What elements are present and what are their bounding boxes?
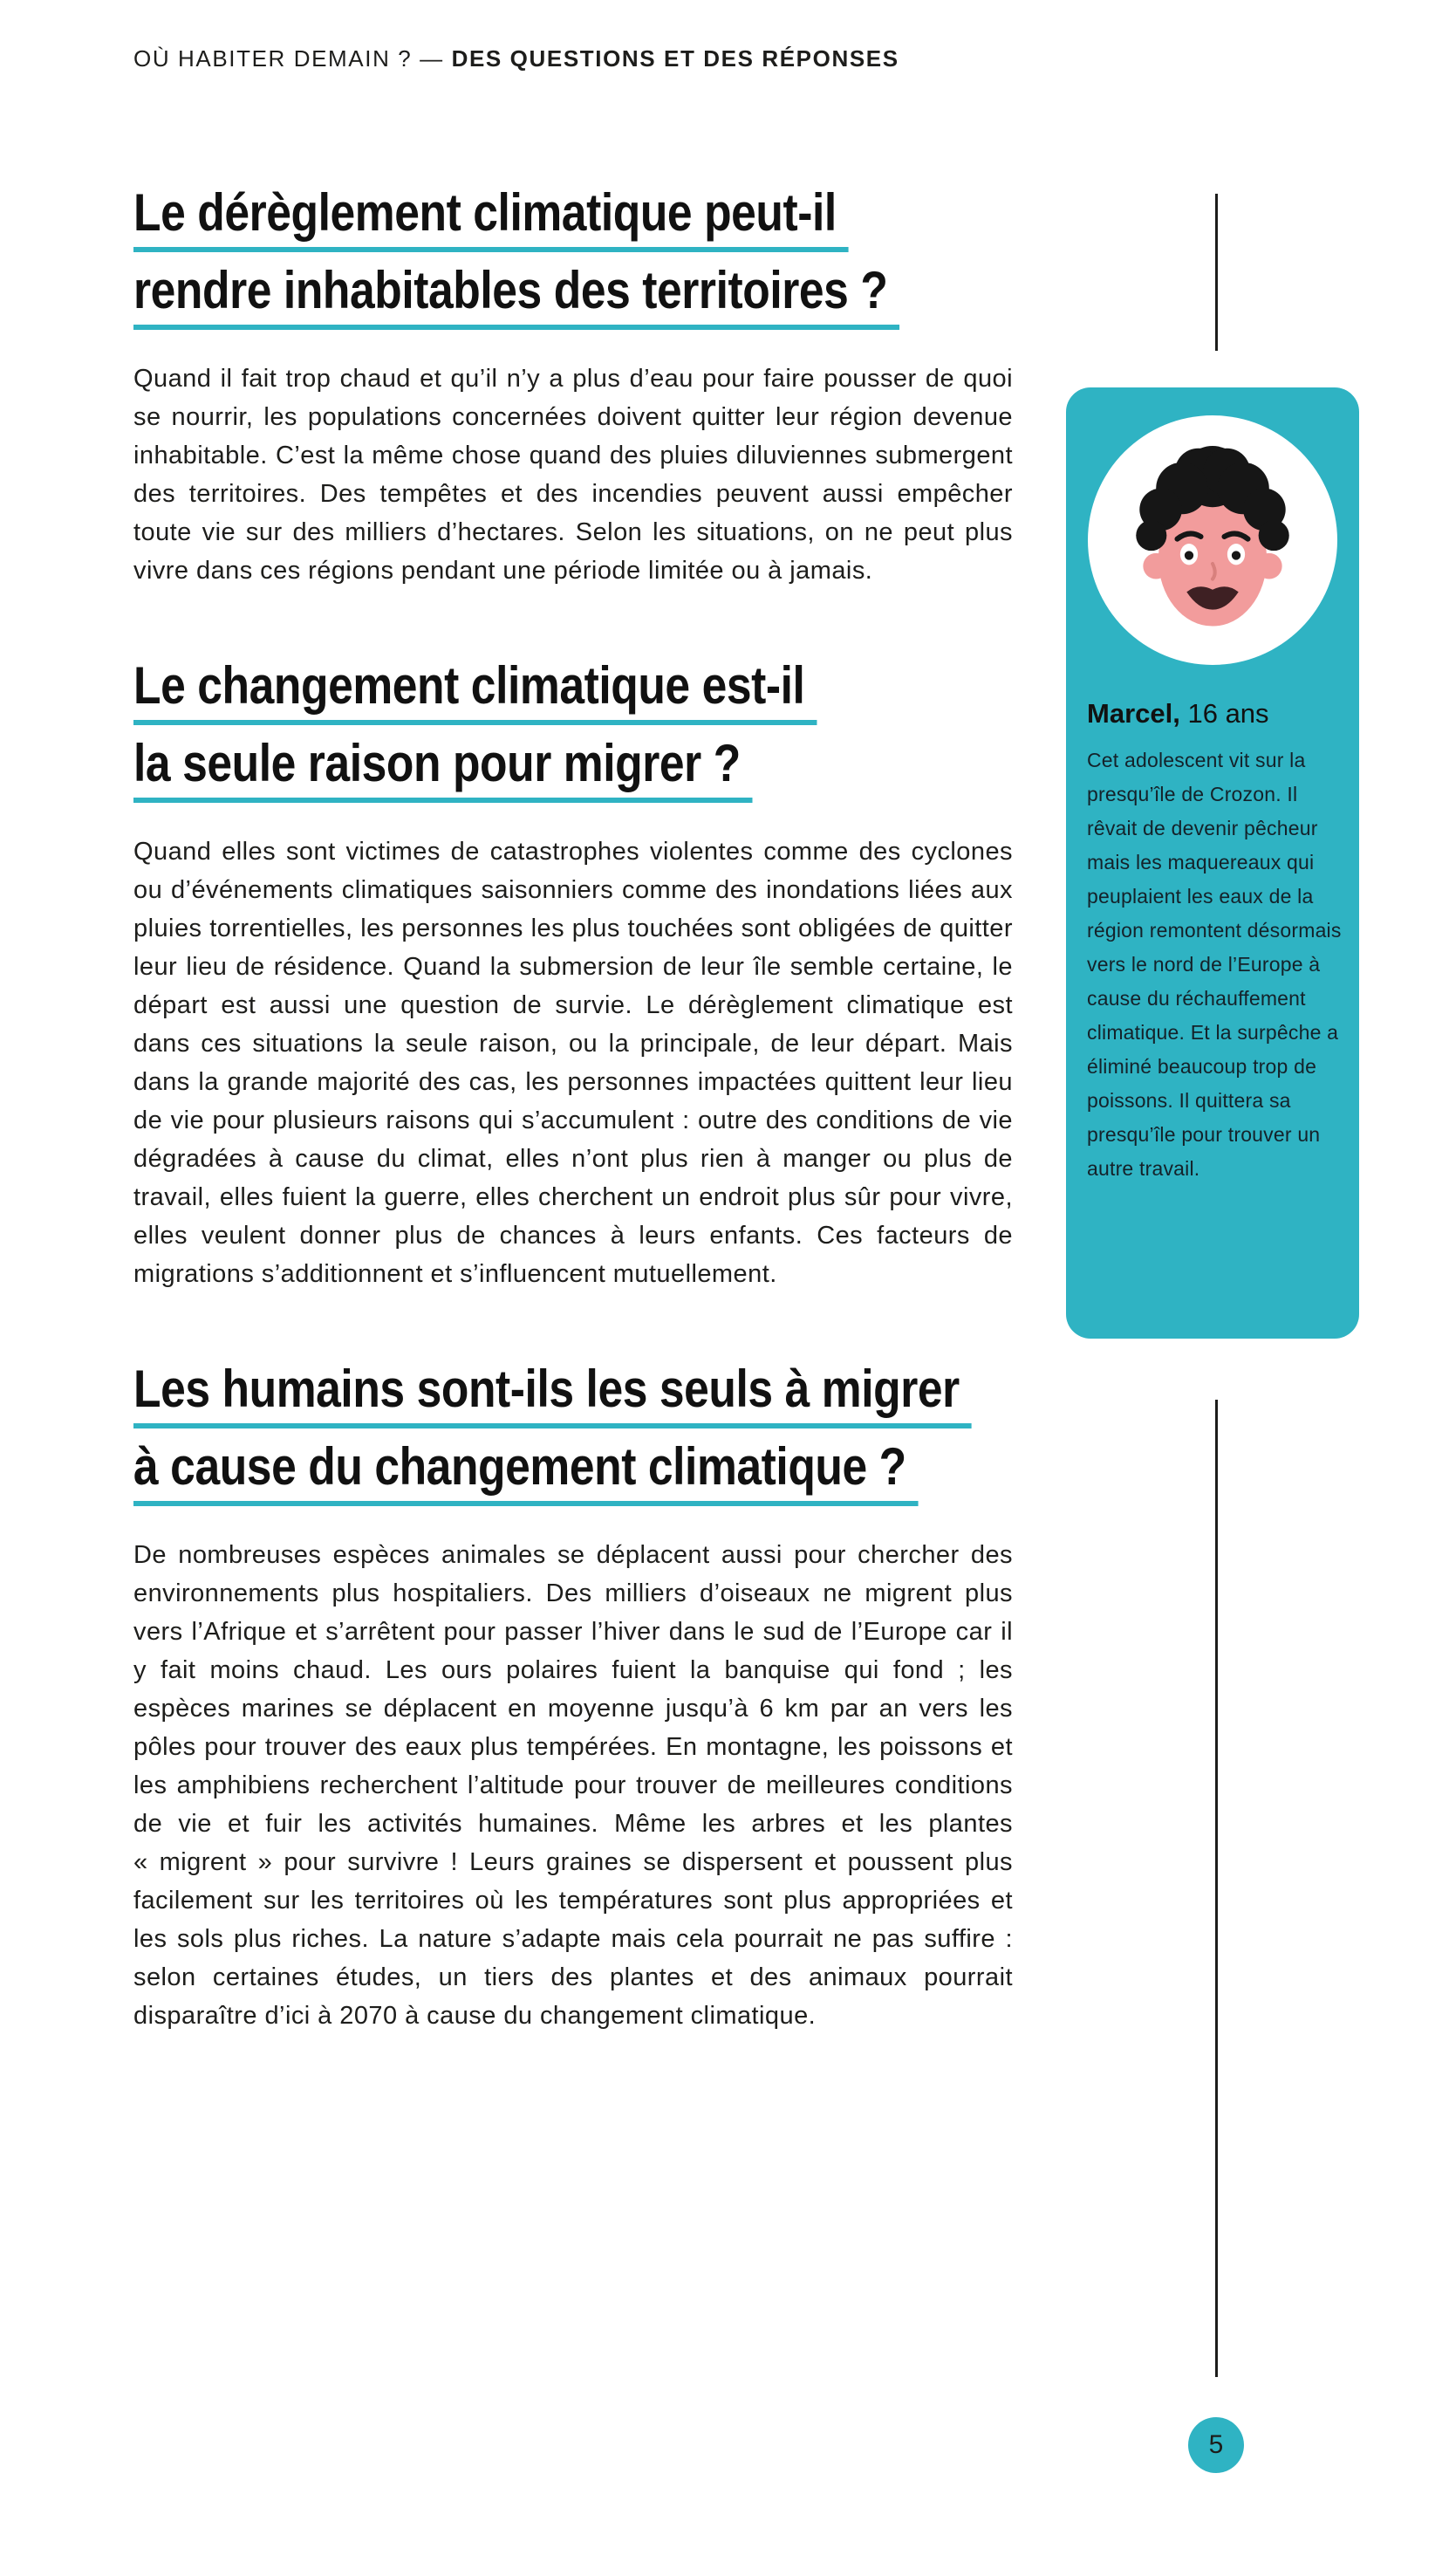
article-title <box>133 658 1013 803</box>
title-line <box>133 736 1013 803</box>
article-body: Quand il fait trop chaud et qu’il n’y a plus d’eau pour faire pousser de quoi se nourrir, les populations concernées doivent quitter leur région devenue inhabitable. C’est la même chose quand des pluies diluviennes submergent des territoires. Des tempêtes et des incendies peuvent aussi empêcher toute vie sur des milliers d’hectares. Selon les situations, on ne peut plus vivre dans ces régions pendant une période limitée ou à jamais. <box>133 365 1013 585</box>
main-column <box>133 185 1013 2103</box>
title-line-text: Le changement climatique est-il <box>133 658 817 725</box>
article-title <box>133 1361 1013 1506</box>
header-subtitle: DES QUESTIONS ET DES RÉPONSES <box>451 45 899 72</box>
article-2 <box>133 658 1013 1293</box>
title-line-text: rendre inhabitables des territoires ? <box>133 263 899 330</box>
page-number: 5 <box>1208 2430 1224 2459</box>
profile-card <box>1066 387 1359 1339</box>
profile-name: Marcel, <box>1087 698 1180 729</box>
title-line <box>133 263 1013 330</box>
title-line-text: Les humains sont-ils les seuls à migrer <box>133 1361 972 1428</box>
article-3 <box>133 1361 1013 2035</box>
article-title <box>133 185 1013 330</box>
divider-rule-top <box>1215 194 1218 351</box>
article-body: De nombreuses espèces animales se déplacent aussi pour chercher des environnements plus hospitaliers. Des milliers d’oiseaux ne migrent plus vers l’Afrique et s’arrêtent pour passer l’hiver dans le sud de l’Europe car il y fait moins chaud. Les ours polaires fuient la banquise qui fond ; les espèces marines se déplacent en moyenne jusqu’à 6 km par an vers les pôles pour trouver des eaux plus tempérées. En montagne, les poissons et les amphibiens recherchent l’altitude pour trouver de meilleures conditions de vie et fuir les activités humaines. Même les arbres et les plantes « migrent » pour survivre ! Leurs graines se dispersent et poussent plus facilement sur les territoires où les températures sont plus appropriées et les sols plus riches. La nature s’adapte mais cela pourrait ne pas suffire : selon certaines études, un tiers des plantes et des animaux pourrait disparaître d’ici à 2070 à cause du changement climatique. <box>133 1541 1013 2030</box>
header-series-title: OÙ HABITER DEMAIN ? — <box>133 45 452 72</box>
title-line-text: Le dérèglement climatique peut-il <box>133 185 849 252</box>
profile-name-row <box>1082 698 1343 730</box>
page-number-badge <box>1188 2417 1244 2473</box>
article-1 <box>133 185 1013 590</box>
title-line <box>133 658 1013 725</box>
page-header <box>133 45 899 72</box>
title-line-text: la seule raison pour migrer ? <box>133 736 753 803</box>
title-line <box>133 1439 1013 1506</box>
profile-age: 16 ans <box>1187 698 1269 729</box>
avatar <box>1088 415 1337 665</box>
profile-description: Cet adolescent vit sur la presqu’île de Crozon. Il rêvait de devenir pêcheur mais les maquereaux qui peuplaient les eaux de la région remontent désormais vers le nord de l’Europe à cause du réchauffement climatique. Et la surpêche a éliminé beaucoup trop de poissons. Il quittera sa presqu’île pour trouver un autre travail. <box>1087 749 1342 1180</box>
marcel-face-icon <box>1095 422 1330 658</box>
title-line-text: à cause du changement climatique ? <box>133 1439 919 1506</box>
divider-rule-bottom <box>1215 1400 1218 2377</box>
title-line <box>133 1361 1013 1428</box>
title-line <box>133 185 1013 252</box>
article-body: Quand elles sont victimes de catastrophes violentes comme des cyclones ou d’événements climatiques saisonniers comme des inondations liées aux pluies torrentielles, les personnes les plus touchées sont obligées de quitter leur lieu de résidence. Quand la submersion de leur île semble certaine, le départ est aussi une question de survie. Le dérèglement climatique est dans ces situations la seule raison, ou la principale, de leur départ. Mais dans la grande majorité des cas, les personnes impactées quittent leur lieu de vie pour plusieurs raisons qui s’accumulent : outre des conditions de vie dégradées à cause du climat, elles n’ont plus rien à manger ou plus de travail, elles fuient la guerre, elles cherchent un endroit plus sûr pour vivre, elles veulent donner plus de chances à leurs enfants. Ces facteurs de migrations s’additionnent et s’influencent mutuellement. <box>133 838 1013 1288</box>
